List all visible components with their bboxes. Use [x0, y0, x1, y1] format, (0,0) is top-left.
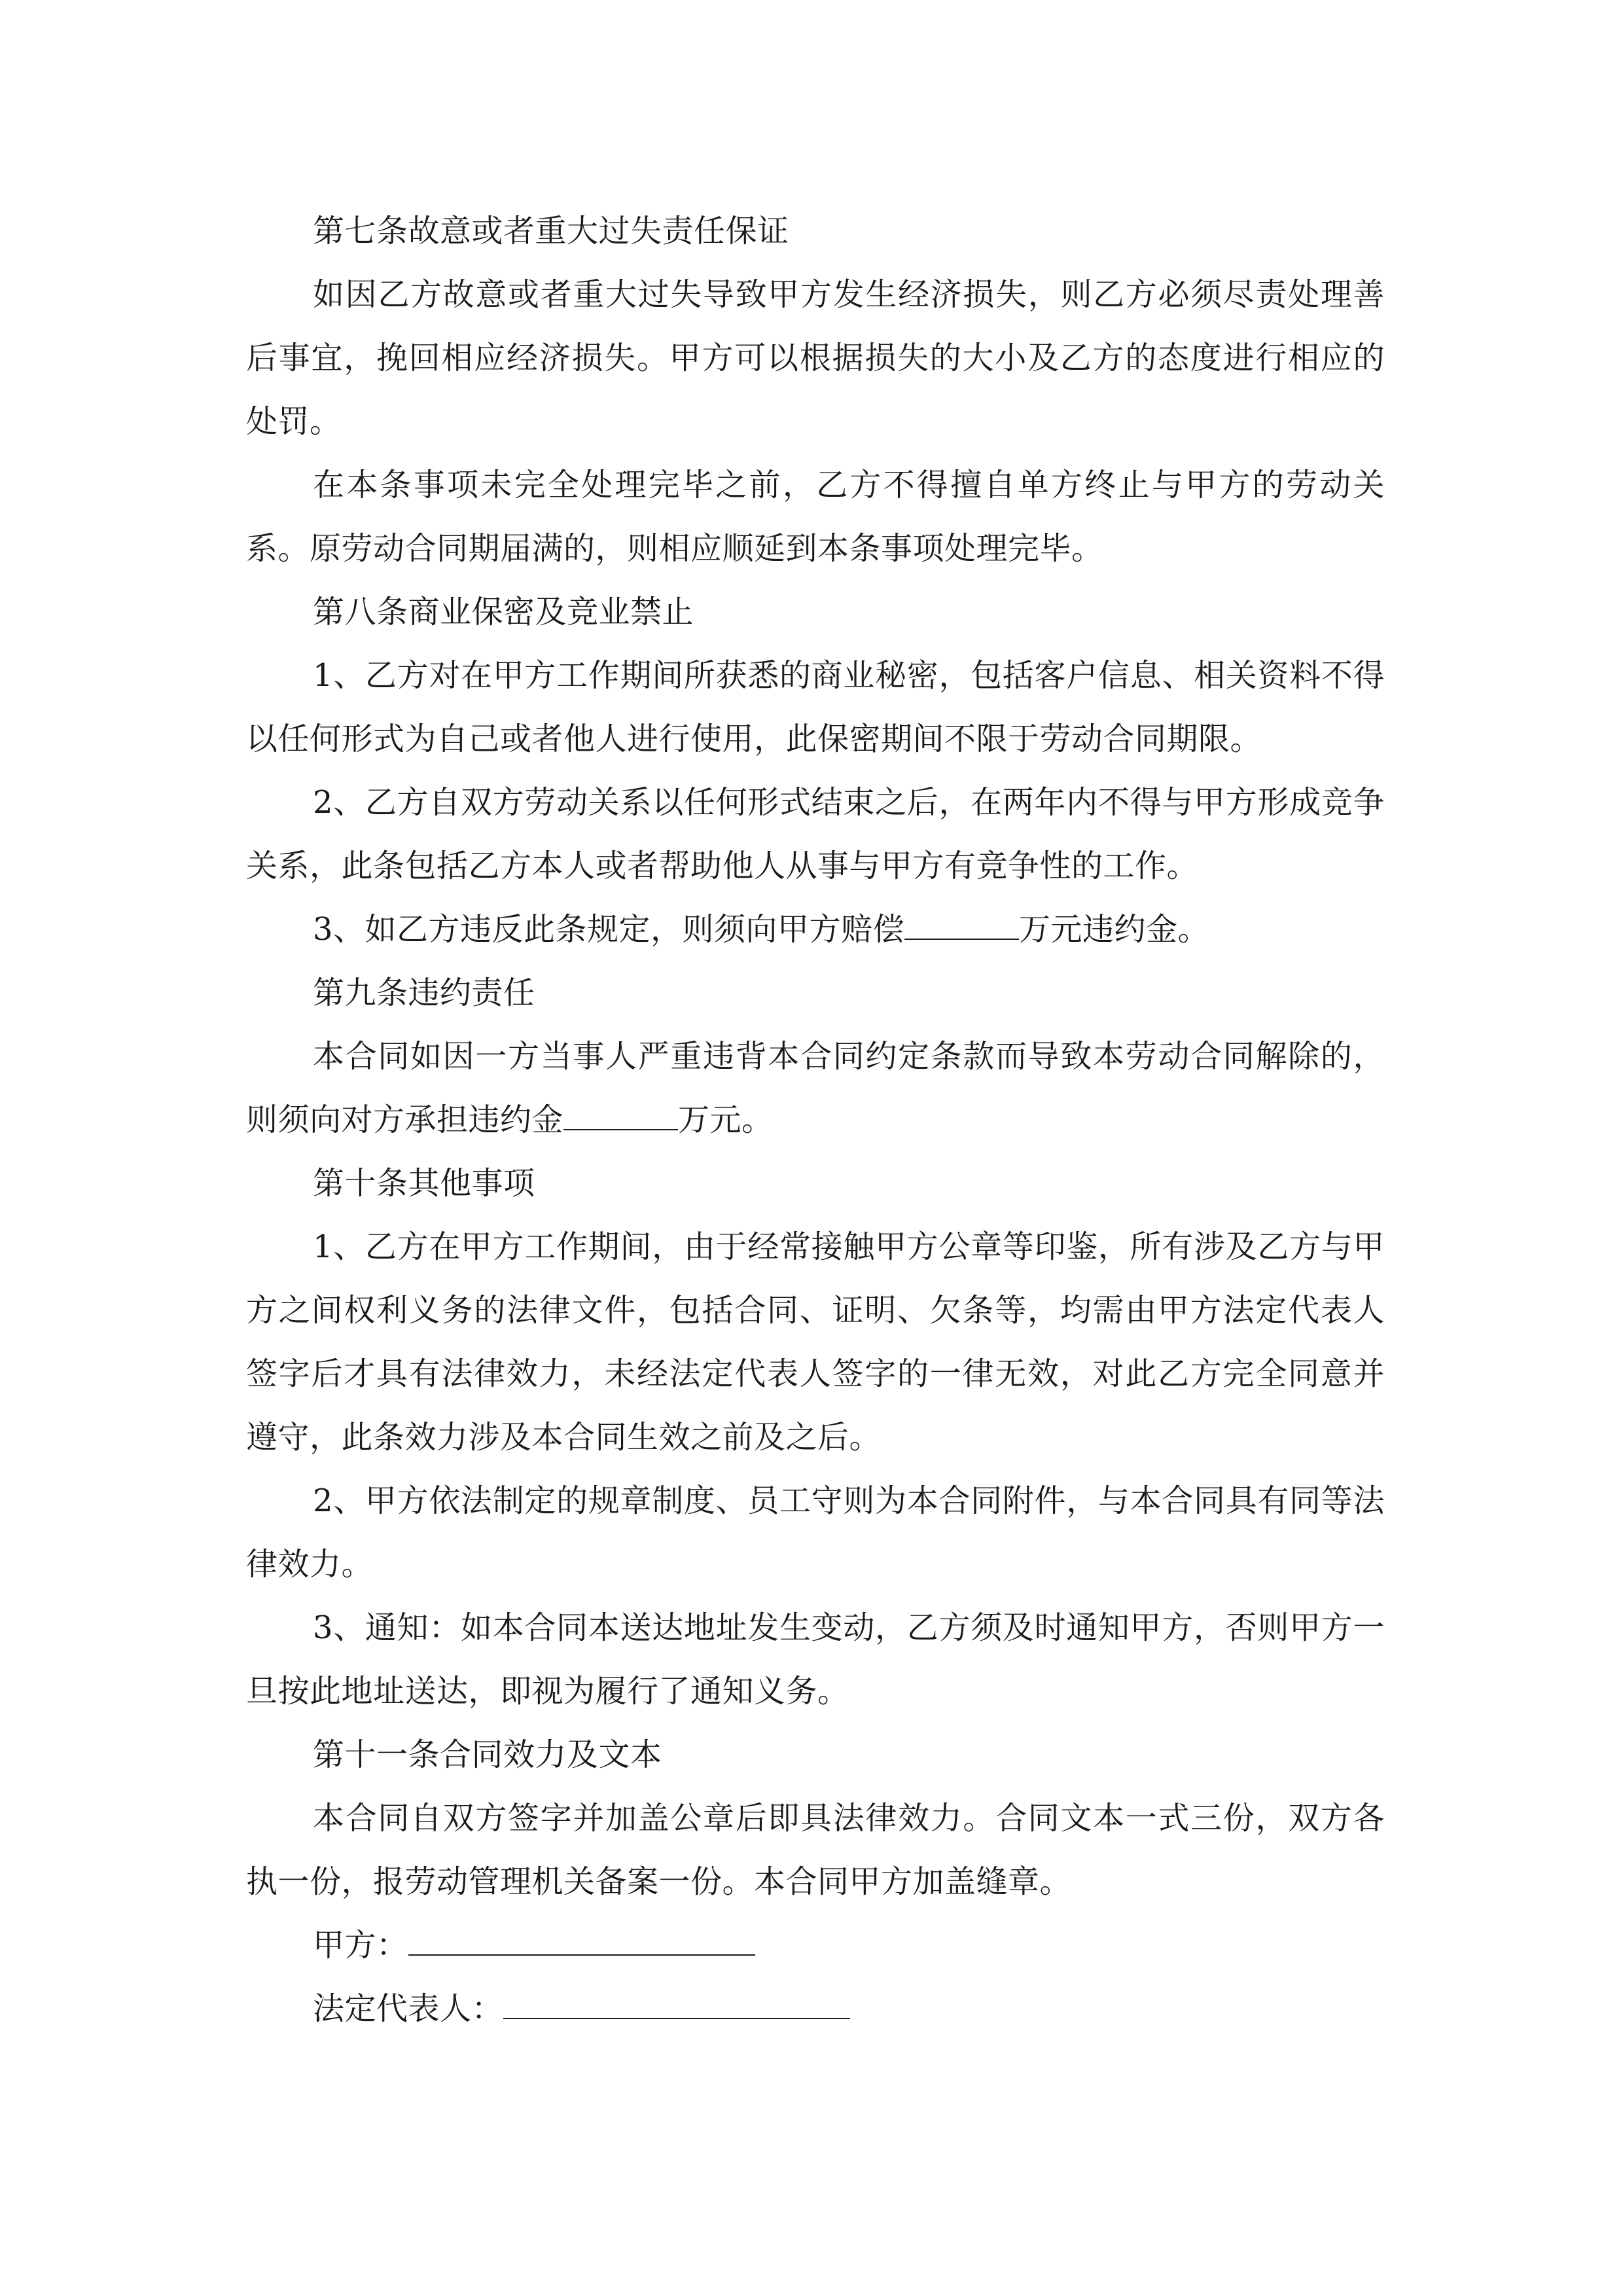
party-a-label: 甲方： [313, 1927, 408, 1964]
article-7-heading: 第七条故意或者重大过失责任保证 [313, 213, 789, 249]
article-8-clause-3-suffix: 万元违约金。 [1019, 911, 1210, 948]
article-8-clause-3-text: 3、如乙方违反此条规定，则须向甲方赔偿 [313, 911, 905, 948]
legal-rep-signature-line [246, 1977, 1385, 2041]
article-7-paragraph-2: 在本条事项未完全处理完毕之前，乙方不得擅自单方终止与甲方的劳动关系。原劳动合同期届满的，则相应顺延到本条事项处理完毕。 [246, 467, 1385, 567]
article-8-clause-3 [246, 898, 1385, 961]
article-8-clause-1: 1、乙方对在甲方工作期间所获悉的商业秘密，包括客户信息、相关资料不得以任何形式为自己或者他人进行使用，此保密期间不限于劳动合同期限。 [246, 657, 1385, 757]
party-a-blank [408, 1924, 755, 1956]
article-10-clause-1: 1、乙方在甲方工作期间，由于经常接触甲方公章等印鉴，所有涉及乙方与甲方之间权利义务的法律文件，包括合同、证明、欠条等，均需由甲方法定代表人签字后才具有法律效力，未经法定代表人签字的一律无效，对此乙方完全同意并遵守，此条效力涉及本合同生效之前及之后。 [246, 1229, 1385, 1456]
article-8-heading: 第八条商业保密及竞业禁止 [313, 594, 694, 630]
contract-page [246, 200, 1385, 2041]
compensation-amount-blank [904, 908, 1019, 940]
article-10-heading: 第十条其他事项 [313, 1165, 535, 1202]
party-a-signature-line [246, 1914, 1385, 1977]
article-9-paragraph-1 [246, 1025, 1385, 1152]
legal-rep-blank [503, 1988, 850, 2019]
article-9-paragraph-1-text: 本合同如因一方当事人严重违背本合同约定条款而导致本劳动合同解除的，则须向对方承担违约金 [246, 1038, 1385, 1138]
article-8-clause-2: 2、乙方自双方劳动关系以任何形式结束之后，在两年内不得与甲方形成竞争关系，此条包括乙方本人或者帮助他人从事与甲方有竞争性的工作。 [246, 784, 1385, 884]
article-10-clause-2: 2、甲方依法制定的规章制度、员工守则为本合同附件，与本合同具有同等法律效力。 [246, 1482, 1385, 1583]
article-9-heading: 第九条违约责任 [313, 975, 535, 1011]
legal-rep-label: 法定代表人： [313, 1990, 504, 2027]
article-11-heading: 第十一条合同效力及文本 [313, 1736, 662, 1773]
penalty-amount-blank [563, 1099, 678, 1130]
article-10-clause-3: 3、通知：如本合同本送达地址发生变动，乙方须及时通知甲方，否则甲方一旦按此地址送达，即视为履行了通知义务。 [246, 1609, 1385, 1710]
article-7-paragraph-1: 如因乙方故意或者重大过失导致甲方发生经济损失，则乙方必须尽责处理善后事宜，挽回相应经济损失。甲方可以根据损失的大小及乙方的态度进行相应的处罚。 [246, 276, 1385, 440]
article-9-paragraph-1-suffix: 万元。 [678, 1102, 774, 1138]
article-11-paragraph-1: 本合同自双方签字并加盖公章后即具法律效力。合同文本一式三份，双方各执一份，报劳动管理机关备案一份。本合同甲方加盖缝章。 [246, 1800, 1385, 1900]
